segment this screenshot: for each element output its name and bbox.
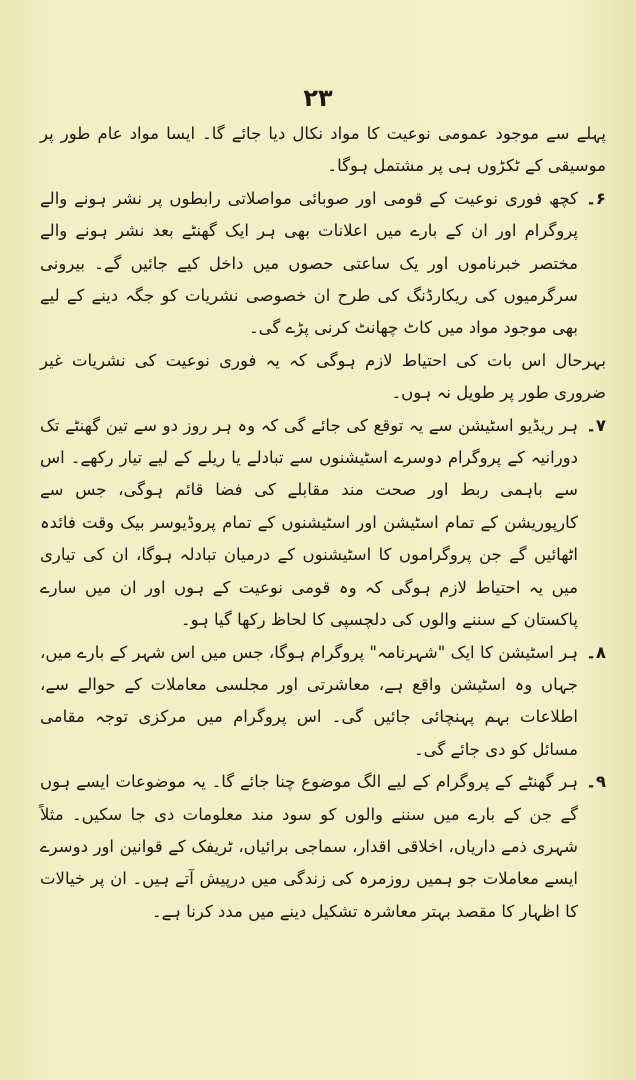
paragraph-text: ہر ریڈیو اسٹیشن سے یہ توقع کی جائے گی کہ وہ ہر روز دو سے تین گھنٹے تک دورانیہ کے پروگرام دوسرے اسٹیشنوں سے تبادلے یا ریلے کے لیے تیار رکھے۔ اس سے باہمی ربط اور صحت مند مقابلے کی فضا قائم ہوگی، جس سے کارپوریشن کے تمام اسٹیشن اور اسٹیشنوں کے تمام پروڈیوسر بیک وقت فائدہ اٹھائیں گے جن پروگراموں کا اسٹیشنوں کے درمیان تبادلہ ہوگا، ان کی تیاری میں یہ احتیاط لازم ہوگی کہ وہ قومی نوعیت کے ہوں اور ان میں سارے پاکستان کے سننے والوں کی دلچسپی کا لحاظ رکھا گیا ہو۔ [40,415,578,630]
paragraph-item-9 [40,766,606,928]
item-number: ۷۔ [586,415,606,435]
item-number: ۶۔ [586,188,606,208]
paragraph-note [40,345,606,410]
paragraph-text: پہلے سے موجود عمومی نوعیت کا مواد نکال دیا جائے گا۔ ایسا مواد عام طور پر موسیقی کے ٹکڑوں ہی پر مشتمل ہوگا۔ [40,124,606,176]
item-number: ۸۔ [586,642,606,662]
paragraph-text: کچھ فوری نوعیت کے قومی اور صوبائی مواصلاتی رابطوں پر نشر ہونے والے پروگرام اور ان کے بارے میں اعلانات بھی ہر ایک گھنٹے بعد نشر ہونے والے مختصر خبرناموں اور یک ساعتی حصوں میں داخل کیے جائیں گے۔ بیرونی سرگرمیوں کی ریکارڈنگ کی طرح ان خصوصی نشریات کو جگہ دینے کے لیے بھی موجود مواد میں کاٹ چھانٹ کرنی پڑے گی۔ [40,188,578,338]
paragraph-text: ہر اسٹیشن کا ایک "شہرنامہ" پروگرام ہوگا، جس میں اس شہر کے بارے میں، جہاں وہ اسٹیشن واقع ہے، معاشرتی اور مجلسی معاملات کے حوالے سے، اطلاعات بہم پہنچائی جائیں گی۔ اس پروگرام میں مرکزی توجہ مقامی مسائل کو دی جائے گی۔ [40,642,578,759]
paragraph-item-7 [40,410,606,637]
page-body [40,118,606,928]
page-number: ۲۳ [303,84,333,112]
item-number: ۹۔ [586,772,606,792]
paragraph-item-8 [40,637,606,767]
paragraph-item-6 [40,183,606,345]
paragraph-text: بہرحال اس بات کی احتیاط لازم ہوگی کہ یہ فوری نوعیت کی نشریات غیر ضروری طور پر طویل نہ ہوں۔ [40,350,606,403]
paragraph-intro [40,118,606,183]
paragraph-text: ہر گھنٹے کے پروگرام کے لیے الگ موضوع چنا جائے گا۔ یہ موضوعات ایسے ہوں گے جن کے بارے میں سننے والوں کو سود مند معلومات دی جا سکیں۔ مثلاً شہری ذمے داریاں، اخلاقی اقدار، سماجی برائیاں، ٹریفک کے قوانین اور دوسرے ایسے معاملات جو ہمیں روزمرہ کی زندگی میں درپیش آتے ہیں۔ ان پر خیالات کا اظہار کا مقصد بہتر معاشرہ تشکیل دینے میں مدد کرنا ہے۔ [40,772,578,921]
